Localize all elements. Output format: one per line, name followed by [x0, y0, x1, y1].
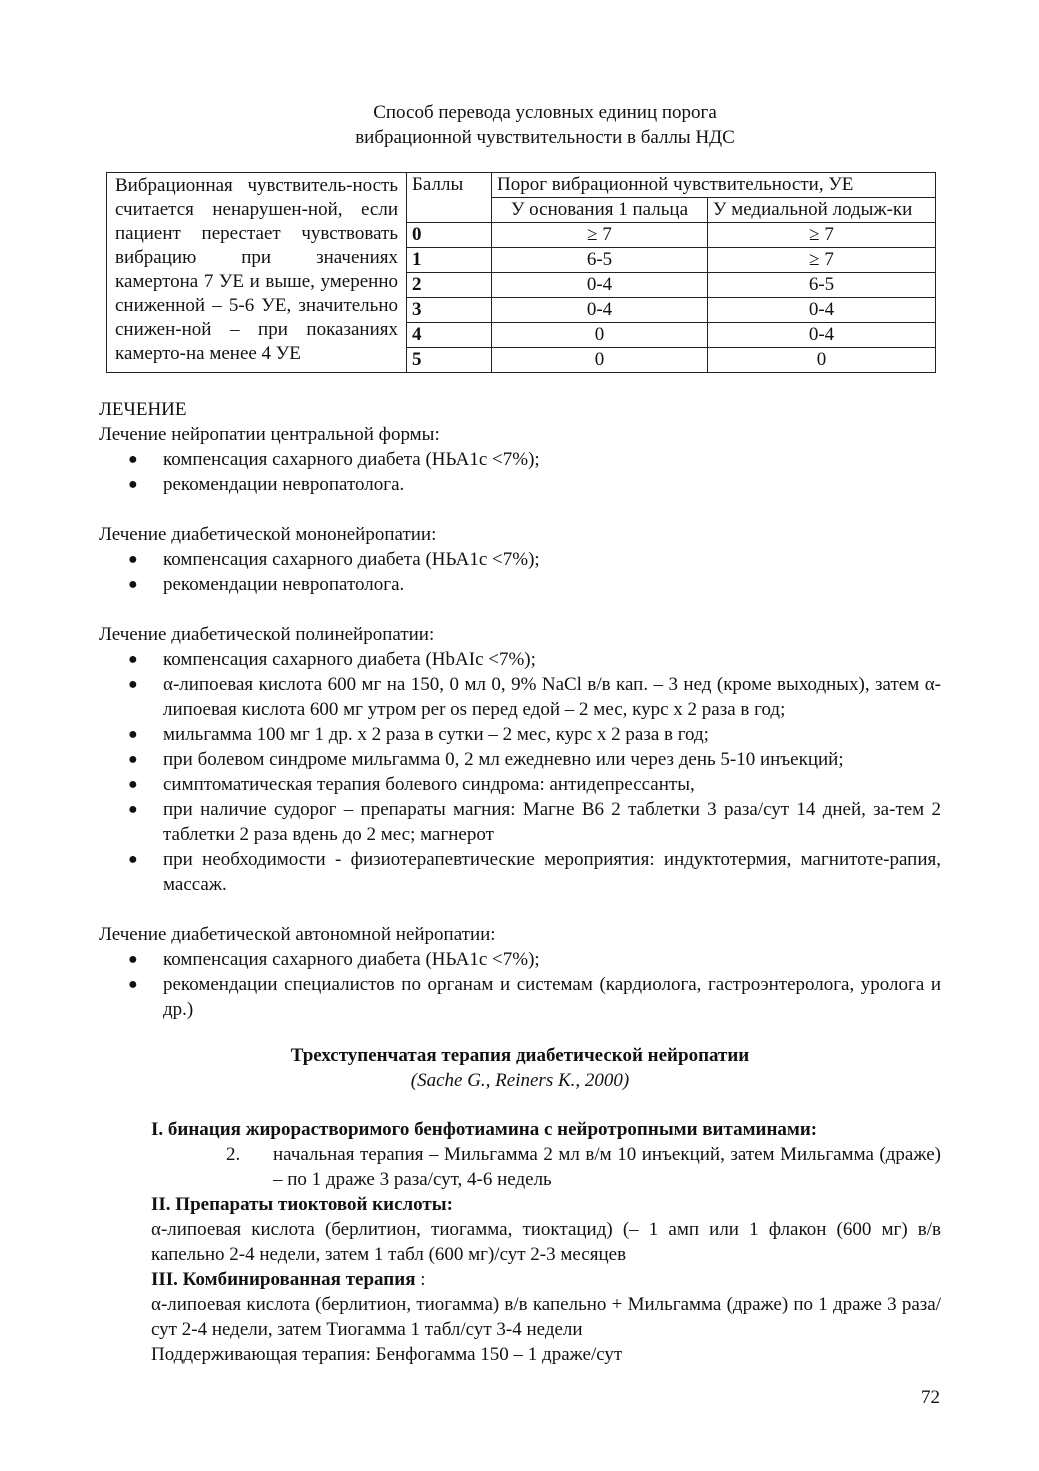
therapy-stages	[151, 1117, 941, 1367]
treatment-heading: ЛЕЧЕНИЕ	[99, 399, 187, 420]
cell-points: 5	[407, 348, 492, 373]
therapy-heading	[99, 1043, 941, 1093]
cell-finger: 0	[492, 323, 708, 348]
bullet-icon: ●	[128, 576, 138, 593]
poly-list	[99, 647, 941, 897]
cell-finger: 0	[492, 348, 708, 373]
auto-title: Лечение диабетической автономной нейропатии:	[99, 924, 496, 945]
vibration-table	[106, 172, 936, 373]
bullet-icon: ●	[128, 651, 138, 668]
cell-finger: ≥ 7	[492, 223, 708, 248]
cell-finger: 6-5	[492, 248, 708, 273]
cell-points: 2	[407, 273, 492, 298]
therapy-source: (Sache G., Reiners K., 2000)	[410, 1070, 630, 1091]
central-title: Лечение нейропатии центральной формы:	[99, 424, 440, 445]
bullet-icon: ●	[128, 951, 138, 968]
bullet-icon: ●	[128, 851, 138, 868]
header-points: Баллы	[407, 173, 492, 223]
mono-list	[99, 547, 941, 597]
bullet-icon: ●	[128, 451, 138, 468]
cell-points: 1	[407, 248, 492, 273]
cell-ankle: 0-4	[708, 298, 936, 323]
header-threshold: Порог вибрационной чувствительности, УЕ	[492, 173, 936, 198]
stage2-text: α-липоевая кислота (берлитион, тиогамма, тиоктацид) (– 1 амп или 1 флакон (600 мг) в/в капельно 2-4 недели, затем 1 табл (600 мг)/сут 2-3 месяцев	[151, 1219, 941, 1265]
stage3-heading	[151, 1267, 941, 1292]
bullet-icon: ●	[128, 476, 138, 493]
cell-ankle: ≥ 7	[708, 223, 936, 248]
caption-line-2: вибрационной чувствительности в баллы НДС	[355, 127, 735, 148]
cell-finger: 0-4	[492, 273, 708, 298]
list-item: ● компенсация сахарного диабета (НЬА1с <7%);	[128, 549, 540, 570]
central-list	[99, 447, 941, 497]
stage1-number: 2.	[226, 1144, 241, 1165]
bullet-icon: ●	[128, 676, 138, 693]
cell-finger: 0-4	[492, 298, 708, 323]
subheader-ankle: У медиальной лодыж-ки	[708, 198, 936, 223]
subheader-finger: У основания 1 пальца	[492, 198, 708, 223]
cell-points: 4	[407, 323, 492, 348]
stage2-title: II. Препараты тиоктовой кислоты:	[151, 1194, 453, 1215]
bullet-icon: ●	[128, 726, 138, 743]
caption-line-1: Способ перевода условных единиц порога	[373, 102, 717, 123]
list-item: ● компенсация сахарного диабета (НЬА1с <7%);	[128, 949, 540, 970]
cell-ankle: 0	[708, 348, 936, 373]
list-item: ● симптоматическая терапия болевого синдрома: антидепрессанты,	[128, 774, 695, 795]
table-caption	[0, 100, 1039, 150]
bullet-icon: ●	[128, 751, 138, 768]
list-item: ● при наличие судорог – препараты магния: Магне В6 2 таблетки 3 раза/сут 14 дней, за-тем 2 таблетки 2 раза вдень до 2 мес; магнерот	[128, 799, 941, 845]
stage3-colon: :	[415, 1269, 426, 1290]
cell-points: 3	[407, 298, 492, 323]
cell-points: 0	[407, 223, 492, 248]
mono-title: Лечение диабетической мононейропатии:	[99, 524, 437, 545]
table-description: Вибрационная чувствитель-ность считается ненарушен-ной, если пациент перестает чувствовать вибрацию при значениях камертона 7 УЕ и выше, умеренно сниженной – 5-6 УЕ, значительно снижен-ной – при показаниях камерто-на менее 4 УЕ	[107, 173, 407, 373]
bullet-icon: ●	[128, 801, 138, 818]
cell-ankle: ≥ 7	[708, 248, 936, 273]
stage1-item	[151, 1142, 941, 1192]
list-item: ● компенсация сахарного диабета (HbAIc <7%);	[128, 649, 536, 670]
bullet-icon: ●	[128, 551, 138, 568]
maintenance-text: Поддерживающая терапия: Бенфогамма 150 – 1 драже/сут	[151, 1344, 623, 1365]
list-item: ● α-липоевая кислота 600 мг на 150, 0 мл 0, 9% NaCl в/в кап. – 3 нед (кроме выходных), затем α-липоевая кислота 600 мг утром per os перед едой – 2 мес, курс х 2 раза в год;	[128, 674, 941, 720]
list-item: ● компенсация сахарного диабета (НЬА1с <7%);	[128, 449, 540, 470]
cell-ankle: 6-5	[708, 273, 936, 298]
stage3-title: III. Комбинированная терапия	[151, 1269, 416, 1290]
list-item: ● мильгамма 100 мг 1 др. х 2 раза в сутки – 2 мес, курс х 2 раза в год;	[128, 724, 709, 745]
stage1-text: начальная терапия – Мильгамма 2 мл в/м 10 инъекций, затем Мильгамма (драже) – по 1 драже 3 раза/сут, 4-6 недель	[273, 1144, 941, 1190]
bullet-icon: ●	[128, 776, 138, 793]
stage1-title: I. бинация жирорастворимого бенфотиамина с нейротропными витаминами:	[151, 1119, 818, 1140]
list-item: ● рекомендации невропатолога.	[128, 574, 405, 595]
list-item: ● при болевом синдроме мильгамма 0, 2 мл ежедневно или через день 5-10 инъекций;	[128, 749, 844, 770]
treatment-section	[99, 397, 941, 1022]
poly-title: Лечение диабетической полинейропатии:	[99, 624, 435, 645]
auto-list	[99, 947, 941, 1022]
list-item: ● при необходимости - физиотерапевтические мероприятия: индуктотермия, магнитоте-рапия, массаж.	[128, 849, 941, 895]
bullet-icon: ●	[128, 976, 138, 993]
therapy-title: Трехступенчатая терапия диабетической нейропатии	[290, 1045, 750, 1066]
list-item: ● рекомендации специалистов по органам и системам (кардиолога, гастроэнтеролога, уролога и др.)	[128, 974, 941, 1020]
cell-ankle: 0-4	[708, 323, 936, 348]
page-number: 72	[921, 1387, 940, 1408]
list-item: ● рекомендации невропатолога.	[128, 474, 405, 495]
stage3-text: α-липоевая кислота (берлитион, тиогамма) в/в капельно + Мильгамма (драже) по 1 драже 3 раза/сут 2-4 недели, затем Тиогамма 1 табл/сут 3-4 недели	[151, 1294, 941, 1340]
